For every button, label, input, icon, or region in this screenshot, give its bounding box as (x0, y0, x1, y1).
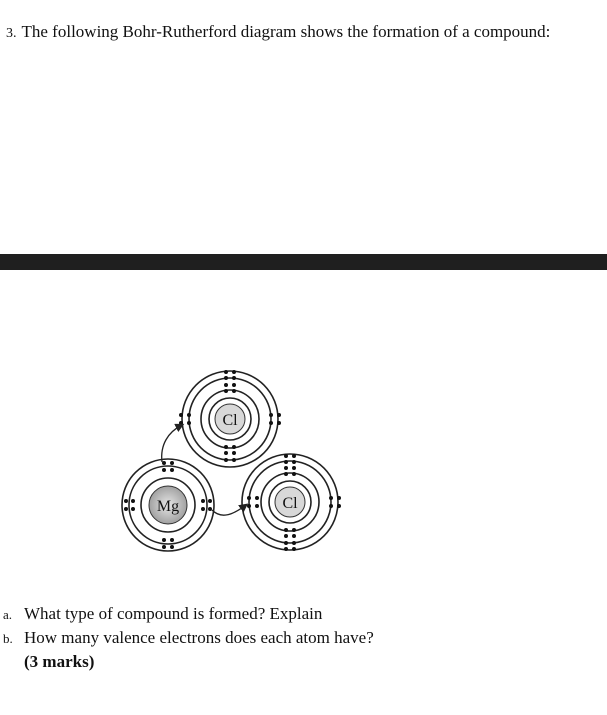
part-b (3, 628, 374, 648)
question-number: 3. (6, 26, 17, 41)
marks-label: (3 marks) (24, 652, 95, 671)
chlorine-atom-right (242, 454, 341, 551)
atom-symbol-cl-right: Cl (282, 495, 298, 512)
question-text: The following Bohr-Rutherford diagram shows the formation of a compound: (21, 22, 551, 41)
transfer-arrow-to-top-cl (162, 425, 182, 462)
atom-symbol-mg: Mg (156, 498, 180, 515)
transfer-arrow-to-right-cl (212, 505, 246, 515)
part-b-letter: b. (3, 631, 13, 646)
part-a-text: What type of compound is formed? Explain (24, 604, 323, 623)
chlorine-atom-top (179, 370, 281, 467)
atom-symbol-cl-top: Cl (222, 412, 238, 429)
part-a-letter: a. (3, 607, 13, 622)
magnesium-atom (122, 459, 214, 551)
part-b-text: How many valence electrons does each atom have? (24, 628, 374, 647)
part-a (3, 604, 322, 624)
